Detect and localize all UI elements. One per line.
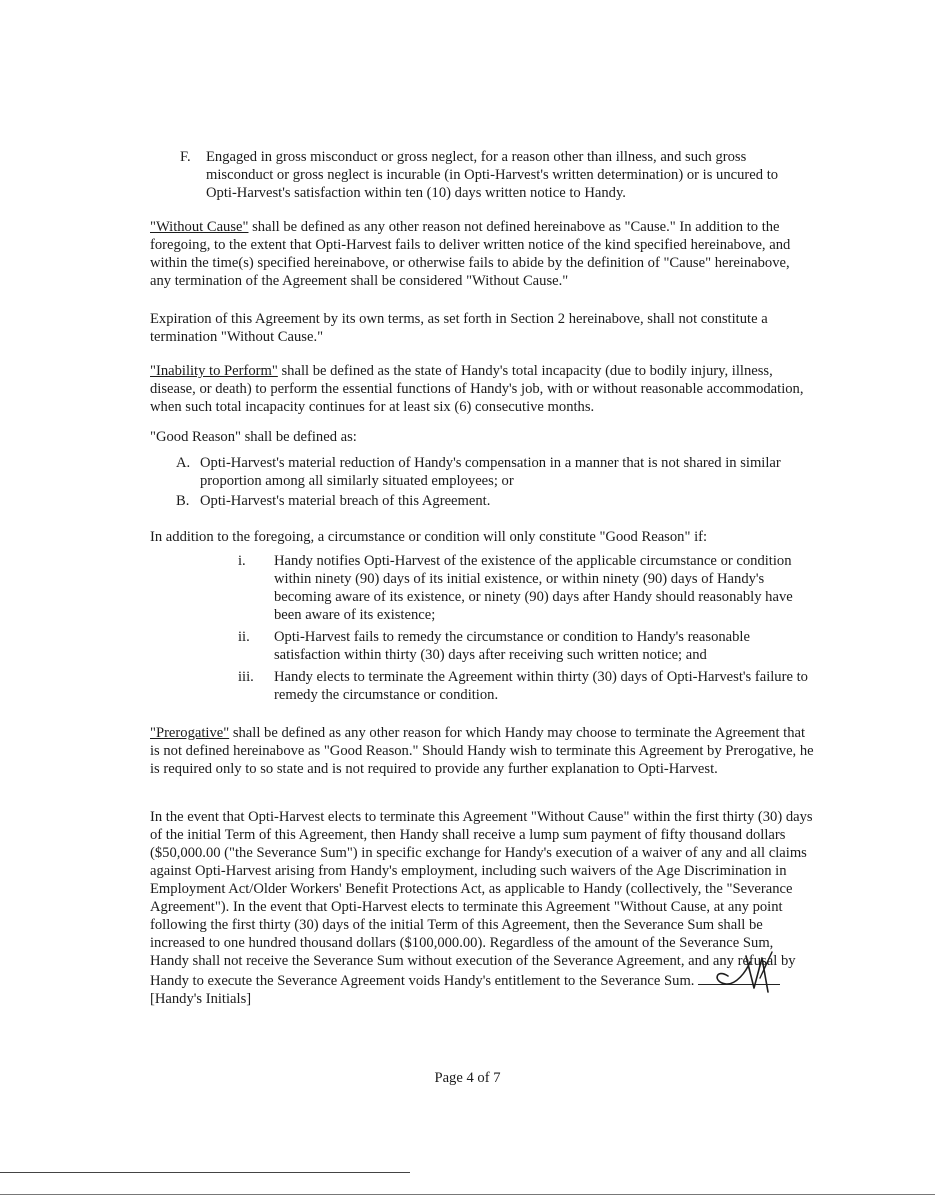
list-text: Opti-Harvest fails to remedy the circumstance or condition to Handy's reasonable satisfaction within thirty (30) days after receiving such written notice; and: [274, 629, 750, 663]
condition-item-i: [238, 552, 814, 624]
defined-term: "Inability to Perform": [150, 363, 278, 379]
inability-paragraph: [150, 362, 814, 416]
paragraph-text: shall be defined as any other reason not defined hereinabove as "Cause." In addition to the foregoing, to the extent that Opti-Harvest fails to deliver written notice of the kind specified hereinabove, and within the time(s) specified hereinabove, or otherwise fails to abide by the definition of "Cause" hereinabove, any termination of the Agreement shall be considered "Without Cause.": [150, 219, 791, 289]
without-cause-paragraph: [150, 218, 814, 290]
list-marker: F.: [180, 149, 191, 165]
list-marker: B.: [176, 493, 190, 509]
condition-item-iii: [238, 668, 814, 704]
paragraph-text: In addition to the foregoing, a circumstance or condition will only constitute "Good Reason" if:: [150, 529, 708, 545]
paragraph-text: shall be defined as the state of Handy's total incapacity (due to bodily injury, illness, disease, or death) to perform the essential functions of Handy's job, with or without reasonable accommodation, when such total incapacity continues for at least six (6) consecutive months.: [150, 363, 804, 415]
initials-label: [Handy's Initials]: [150, 991, 252, 1007]
list-text: Engaged in gross misconduct or gross neglect, for a reason other than illness, and such gross misconduct or gross neglect is incurable (in Opti-Harvest's written determination) or is uncured to Opti-Harvest's satisfaction within ten (10) days written notice to Handy.: [206, 149, 779, 201]
list-marker: ii.: [238, 629, 250, 645]
paragraph-text: In the event that Opti-Harvest elects to terminate this Agreement "Without Cause" within the first thirty (30) days of the initial Term of this Agreement, then Handy shall receive a lump sum payment of fifty thousand dollars ($50,000.00 ("the Severance Sum") in specific exchange for Handy's execution of a waiver of any and all claims against Opti-Harvest arising from Handy's employment, including such waivers of the Age Discrimination in Employment Act/Older Workers' Benefit Protections Act, as applicable to Handy (collectively, the "Severance Agreement"). In the event that Opti-Harvest elects to terminate this Agreement "Without Cause, at any point following the first thirty (30) days of the initial Term of this Agreement, then the Severance Sum shall be increased to one hundred thousand dollars ($100,000.00). Regardless of the amount of the Severance Sum, Handy shall not receive the Severance Sum without execution of the Severance Agreement, and any refusal by Handy to execute the Severance Agreement voids Handy's entitlement to the Severance Sum.: [150, 809, 813, 989]
list-text: Opti-Harvest's material breach of this Agreement.: [200, 493, 491, 509]
initials-line: [698, 970, 780, 985]
good-reason-conditions-intro: [150, 528, 814, 546]
list-marker: i.: [238, 553, 246, 569]
list-marker: iii.: [238, 669, 254, 685]
list-text: Handy notifies Opti-Harvest of the existence of the applicable circumstance or condition within ninety (90) days of its initial existence, or within ninety (90) days of Handy's becoming aware of its existence, or ninety (90) days after Handy should reasonably have been aware of its existence;: [274, 553, 793, 623]
scan-artifact-line: [0, 1172, 410, 1173]
good-reason-item-a: [176, 454, 788, 490]
severance-paragraph: [150, 808, 814, 1008]
defined-term: "Prerogative": [150, 725, 230, 741]
defined-term: "Without Cause": [150, 219, 249, 235]
page-number: Page 4 of 7: [434, 1070, 501, 1086]
good-reason-intro: [150, 428, 814, 446]
cause-item-f: [180, 148, 812, 202]
good-reason-item-b: [176, 492, 788, 510]
expiration-paragraph: [150, 310, 814, 346]
handwritten-initials-signature: [702, 948, 788, 994]
list-marker: A.: [176, 455, 191, 471]
scan-artifact-line: [0, 1194, 935, 1195]
condition-item-ii: [238, 628, 814, 664]
paragraph-text: shall be defined as any other reason for which Handy may choose to terminate the Agreement that is not defined hereinabove as "Good Reason." Should Handy wish to terminate this Agreement by Prerogative, he is required only to so state and is not required to provide any further explanation to Opti-Harvest.: [150, 725, 814, 777]
paragraph-text: "Good Reason" shall be defined as:: [150, 429, 357, 445]
prerogative-paragraph: [150, 724, 814, 778]
list-text: Opti-Harvest's material reduction of Handy's compensation in a manner that is not shared in similar proportion among all similarly situated employees; or: [200, 455, 781, 489]
paragraph-text: Expiration of this Agreement by its own terms, as set forth in Section 2 hereinabove, shall not constitute a termination "Without Cause.": [150, 311, 768, 345]
list-text: Handy elects to terminate the Agreement within thirty (30) days of Opti-Harvest's failure to remedy the circumstance or condition.: [274, 669, 808, 703]
